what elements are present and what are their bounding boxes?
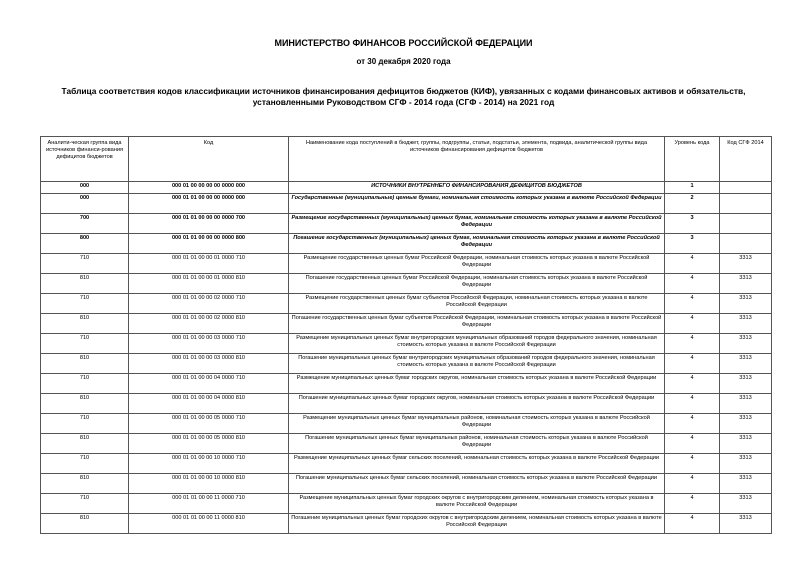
cell-name: Размещение муниципальных ценных бумаг внутригородских муниципальных образований городов федерального значения, номинальная стоимость которых указана в валюте Российской Федерации (289, 333, 665, 353)
table-header-row (41, 137, 772, 182)
cell-level: 4 (665, 433, 720, 453)
cell-sgf: 3313 (720, 433, 772, 453)
cell-code: 000 01 01 00 00 00 0000 700 (129, 213, 289, 233)
cell-group: 000 (41, 181, 129, 193)
cell-sgf: 3313 (720, 373, 772, 393)
cell-group: 000 (41, 193, 129, 213)
cell-name: Размещение муниципальных ценных бумаг муниципальных районов, номинальная стоимость которых указана в валюте Российской Федерации (289, 413, 665, 433)
cell-group: 810 (41, 273, 129, 293)
cell-code: 000 01 01 00 00 11 0000 810 (129, 513, 289, 533)
cell-level: 4 (665, 473, 720, 493)
cell-sgf (720, 233, 772, 253)
cell-level: 4 (665, 453, 720, 473)
cell-code: 000 01 01 00 00 02 0000 810 (129, 313, 289, 333)
cell-code: 000 01 01 00 00 03 0000 710 (129, 333, 289, 353)
cell-code: 000 01 01 00 00 10 0000 810 (129, 473, 289, 493)
cell-group: 710 (41, 453, 129, 473)
cell-group: 810 (41, 473, 129, 493)
cell-level: 4 (665, 353, 720, 373)
table-row (41, 333, 772, 353)
cell-level: 4 (665, 253, 720, 273)
cell-name: Погашение муниципальных ценных бумаг сельских поселений, номинальная стоимость которых указана в валюте Российской Федерации (289, 473, 665, 493)
cell-level: 4 (665, 373, 720, 393)
cell-code: 000 01 01 00 00 02 0000 710 (129, 293, 289, 313)
document-date: от 30 декабря 2020 года (356, 57, 451, 66)
cell-level: 1 (665, 181, 720, 193)
cell-name: Размещение государственных ценных бумаг Российской Федерации, номинальная стоимость которых указана в валюте Российской Федерации (289, 253, 665, 273)
cell-name: Погашение муниципальных ценных бумаг внутригородских муниципальных образований городов федерального значения, номинальная стоимость которых указана в валюте Российской Федерации (289, 353, 665, 373)
cell-level: 4 (665, 293, 720, 313)
cell-level: 3 (665, 213, 720, 233)
cell-sgf: 3313 (720, 293, 772, 313)
table-row (41, 513, 772, 533)
table-row (41, 493, 772, 513)
cell-code: 000 01 01 00 00 11 0000 710 (129, 493, 289, 513)
cell-sgf: 3313 (720, 413, 772, 433)
cell-code: 000 01 00 00 00 00 0000 000 (129, 181, 289, 193)
table-row (41, 413, 772, 433)
table-row (41, 433, 772, 453)
cell-sgf: 3313 (720, 453, 772, 473)
table-row (41, 353, 772, 373)
table-row (41, 473, 772, 493)
table-row (41, 213, 772, 233)
cell-group: 810 (41, 433, 129, 453)
ministry-heading: МИНИСТЕРСТВО ФИНАНСОВ РОССИЙСКОЙ ФЕДЕРАЦИИ (274, 38, 533, 48)
cell-group: 810 (41, 393, 129, 413)
cell-name: Размещение государственных (муниципальных) ценных бумаг, номинальная стоимость которых указана в валюте Российской Федерации (289, 213, 665, 233)
table-row (41, 193, 772, 213)
cell-sgf: 3313 (720, 253, 772, 273)
table-row (41, 453, 772, 473)
cell-sgf: 3313 (720, 473, 772, 493)
cell-code: 000 01 01 00 00 04 0000 710 (129, 373, 289, 393)
column-header-level: Уровень кода (665, 137, 720, 182)
cell-sgf: 3313 (720, 333, 772, 353)
cell-name: Размещение государственных ценных бумаг субъектов Российской Федерации, номинальная стоимость которых указана в валюте Российской Федерации (289, 293, 665, 313)
column-header-sgf: Код СГФ 2014 (720, 137, 772, 182)
cell-name: Погашение муниципальных ценных бумаг городских округов с внутригородским делением, номинальная стоимость которых указана в валюте Российской Федерации (289, 513, 665, 533)
cell-name: Размещение муниципальных ценных бумаг городских округов с внутригородским делением, номинальная стоимость которых указана в валюте Российской Федерации (289, 493, 665, 513)
cell-level: 4 (665, 513, 720, 533)
cell-code: 000 01 01 00 00 00 0000 000 (129, 193, 289, 213)
cell-group: 810 (41, 353, 129, 373)
column-header-name: Наименование кода поступлений в бюджет, группы, подгруппы, статьи, подстатьи, элемента, подвида, аналитической группы вида источников финансирования дефицитов бюджетов (289, 137, 665, 182)
cell-name: ИСТОЧНИКИ ВНУТРЕННЕГО ФИНАНСИРОВАНИЯ ДЕФИЦИТОВ БЮДЖЕТОВ (289, 181, 665, 193)
cell-level: 3 (665, 233, 720, 253)
cell-name: Государственные (муниципальные) ценные бумаги, номинальная стоимость которых указана в валюте Российской Федерации (289, 193, 665, 213)
cell-code: 000 01 01 00 00 04 0000 810 (129, 393, 289, 413)
cell-name: Размещение муниципальных ценных бумаг городских округов, номинальная стоимость которых указана в валюте Российской Федерации (289, 373, 665, 393)
table-row (41, 253, 772, 273)
cell-group: 710 (41, 413, 129, 433)
cell-code: 000 01 01 00 00 01 0000 810 (129, 273, 289, 293)
cell-name: Погашение государственных ценных бумаг субъектов Российской Федерации, номинальная стоимость которых указана в валюте Российской Федерации (289, 313, 665, 333)
cell-group: 710 (41, 293, 129, 313)
cell-name: Погашение муниципальных ценных бумаг муниципальных районов, номинальная стоимость которых указана в валюте Российской Федерации (289, 433, 665, 453)
table-title: Таблица соответствия кодов классификации источников финансирования дефицитов бюджетов (КИФ), увязанных с кодами финансовых активов и обязательств, установленными Руководством СГФ - 2014 года (СГФ - 2014) на 2021 год (61, 86, 746, 107)
cell-code: 000 01 01 00 00 01 0000 710 (129, 253, 289, 273)
cell-group: 710 (41, 493, 129, 513)
cell-group: 810 (41, 313, 129, 333)
column-header-code: Код (129, 137, 289, 182)
cell-code: 000 01 01 00 00 10 0000 710 (129, 453, 289, 473)
cell-sgf: 3313 (720, 353, 772, 373)
table-row (41, 233, 772, 253)
cell-name: Размещение муниципальных ценных бумаг сельских поселений, номинальная стоимость которых указана в валюте Российской Федерации (289, 453, 665, 473)
cell-sgf: 3313 (720, 493, 772, 513)
cell-group: 710 (41, 373, 129, 393)
cell-group: 710 (41, 253, 129, 273)
cell-code: 000 01 01 00 00 03 0000 810 (129, 353, 289, 373)
cell-sgf (720, 193, 772, 213)
table-row (41, 313, 772, 333)
cell-level: 4 (665, 393, 720, 413)
table-row (41, 181, 772, 193)
table-row (41, 293, 772, 313)
cell-name: Погашение государственных ценных бумаг Российской Федерации, номинальная стоимость которых указана в валюте Российской Федерации (289, 273, 665, 293)
table-row (41, 373, 772, 393)
table-row (41, 273, 772, 293)
cell-group: 710 (41, 333, 129, 353)
cell-level: 4 (665, 413, 720, 433)
cell-group: 700 (41, 213, 129, 233)
cell-level: 4 (665, 313, 720, 333)
cell-level: 4 (665, 333, 720, 353)
cell-level: 4 (665, 493, 720, 513)
table-body (41, 181, 772, 533)
cell-sgf (720, 181, 772, 193)
cell-group: 810 (41, 513, 129, 533)
cell-sgf: 3313 (720, 313, 772, 333)
cell-code: 000 01 01 00 00 05 0000 710 (129, 413, 289, 433)
cell-sgf: 3313 (720, 513, 772, 533)
cell-group: 800 (41, 233, 129, 253)
cell-sgf: 3313 (720, 273, 772, 293)
cell-sgf (720, 213, 772, 233)
cell-level: 2 (665, 193, 720, 213)
table-row (41, 393, 772, 413)
cell-name: Погашение государственных (муниципальных) ценных бумаг, номинальная стоимость которых указана в валюте Российской Федерации (289, 233, 665, 253)
cell-name: Погашение муниципальных ценных бумаг городских округов, номинальная стоимость которых указана в валюте Российской Федерации (289, 393, 665, 413)
cell-level: 4 (665, 273, 720, 293)
column-header-group: Аналити-ческая группа вида источников финанси-рования дефицитов бюджетов (41, 137, 129, 182)
cell-code: 000 01 01 00 00 00 0000 800 (129, 233, 289, 253)
kif-correspondence-table (40, 136, 772, 534)
cell-code: 000 01 01 00 00 05 0000 810 (129, 433, 289, 453)
cell-sgf: 3313 (720, 393, 772, 413)
